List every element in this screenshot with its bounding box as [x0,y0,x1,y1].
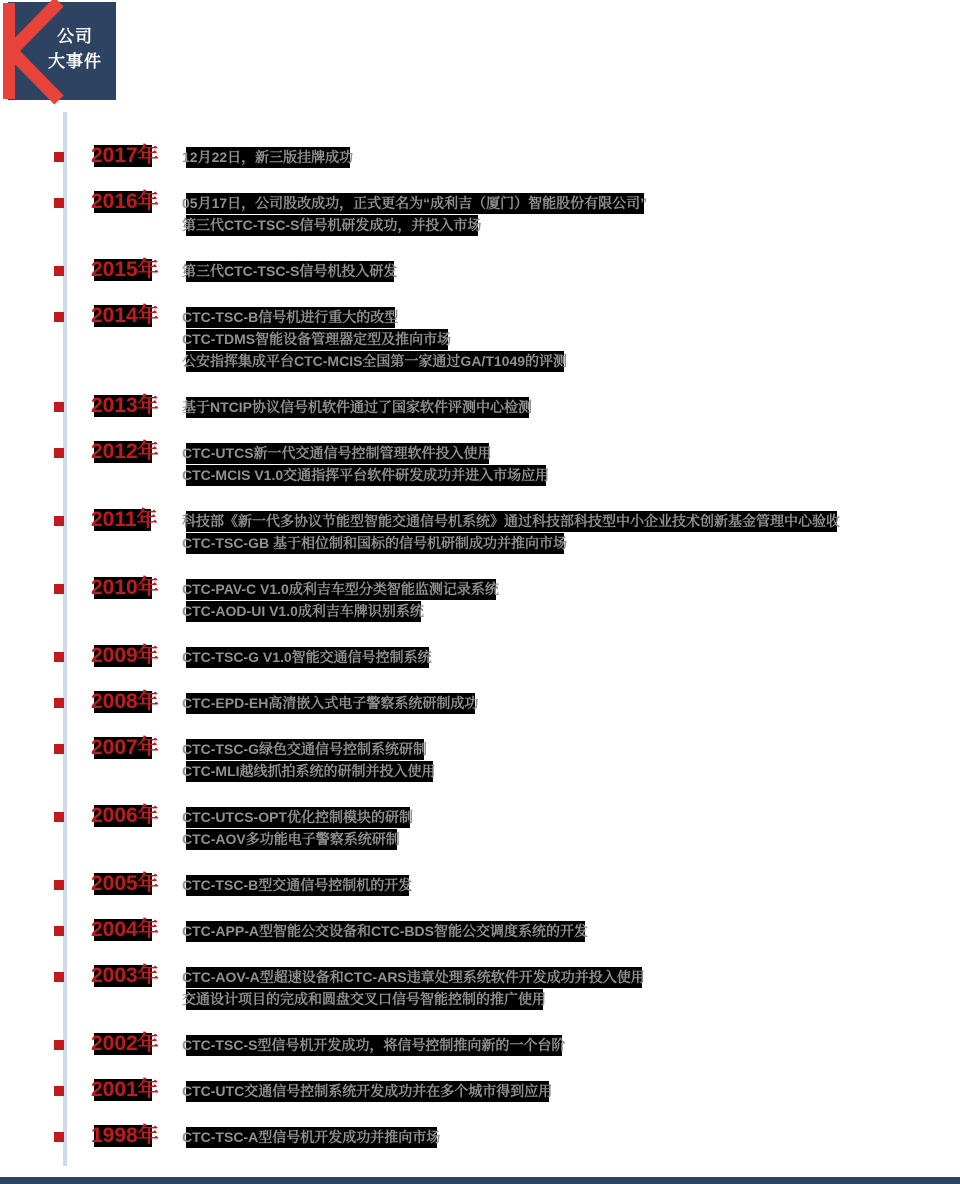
bottom-bar [0,1177,960,1184]
event-year: 2010年 [85,576,165,600]
event-description-text: CTC-TSC-GB 基于相位制和国标的信号机研制成功并推向市场 [178,533,571,554]
event-description-line [178,693,940,715]
event-description-line [178,579,940,601]
event-description-line [178,1035,940,1057]
event-descriptions [178,693,960,715]
timeline-marker-icon [54,698,64,708]
event-description-line [178,261,940,283]
logo-title [38,24,112,74]
event-description-line [178,875,940,897]
event-description-line [178,511,940,533]
event-description-text: CTC-TSC-A型信号机开发成功并推向市场 [178,1127,444,1148]
event-year: 2003年 [85,964,165,988]
timeline-marker-icon [54,1132,64,1142]
event-description-text: CTC-UTCS新一代交通信号控制管理软件投入使用 [178,443,496,464]
event-descriptions [178,397,960,419]
timeline-event [0,394,960,419]
event-description-text: CTC-TSC-G V1.0智能交通信号控制系统 [178,647,436,668]
timeline [0,112,960,1173]
event-description-line [178,329,940,351]
event-description-line [178,193,940,215]
event-description-text: CTC-TSC-G绿色交通信号控制系统研制 [178,739,431,760]
event-descriptions [178,875,960,897]
event-description-text: CTC-PAV-C V1.0成利吉车型分类智能监测记录系统 [178,579,503,600]
event-year: 2015年 [85,258,165,282]
event-descriptions [178,921,960,943]
timeline-marker-icon [54,926,64,936]
event-year: 2002年 [85,1032,165,1056]
event-description-line [178,1081,940,1103]
timeline-event [0,190,960,237]
event-descriptions [178,739,960,783]
event-descriptions [178,193,960,237]
event-description-text: CTC-TSC-B型交通信号控制机的开发 [178,875,416,896]
event-descriptions [178,1127,960,1149]
event-descriptions [178,579,960,623]
event-description-line [178,829,940,851]
event-description-text: CTC-AOD-UI V1.0成利吉车牌识别系统 [178,601,428,622]
event-description-line [178,533,940,555]
event-description-line [178,739,940,761]
event-description-text: 第三代CTC-TSC-S信号机投入研发 [178,261,401,282]
timeline-event [0,440,960,487]
event-description-text: CTC-EPD-EH高清嵌入式电子警察系统研制成功 [178,693,482,714]
event-year: 2005年 [85,872,165,896]
event-description-text: 基于NTCIP协议信号机软件通过了国家软件评测中心检测 [178,397,536,418]
event-description-line [178,443,940,465]
event-description-text: CTC-TSC-S型信号机开发成功，将信号控制推向新的一个台阶 [178,1035,569,1056]
timeline-event [0,1078,960,1103]
event-description-line [178,647,940,669]
event-descriptions [178,511,960,555]
event-year: 2011年 [85,508,164,532]
event-year: 2008年 [85,690,165,714]
timeline-event [0,1032,960,1057]
timeline-marker-icon [54,1040,64,1050]
timeline-marker-icon [54,312,64,322]
event-year: 1998年 [85,1124,165,1148]
event-description-line [178,921,940,943]
timeline-marker-icon [54,812,64,822]
event-descriptions [178,307,960,373]
timeline-marker-icon [54,516,64,526]
event-descriptions [178,967,960,1011]
timeline-event [0,690,960,715]
event-year: 2013年 [85,394,165,418]
event-year: 2016年 [85,190,165,214]
event-description-line [178,351,940,373]
timeline-marker-icon [54,448,64,458]
event-description-line [178,215,940,237]
event-descriptions [178,1035,960,1057]
timeline-marker-icon [54,266,64,276]
event-description-text: 12月22日，新三版挂牌成功 [178,147,357,168]
event-year: 2009年 [85,644,165,668]
event-description-text: 交通设计项目的完成和圆盘交叉口信号智能控制的推广使用 [178,989,550,1010]
event-description-line [178,601,940,623]
timeline-marker-icon [54,152,64,162]
event-year: 2001年 [85,1078,165,1102]
event-description-line [178,967,940,989]
event-description-text: 05月17日，公司股改成功，正式更名为“成利吉（厦门）智能股份有限公司” [178,193,651,214]
event-description-line [178,761,940,783]
event-description-line [178,989,940,1011]
event-description-line [178,147,940,169]
timeline-event [0,872,960,897]
event-descriptions [178,261,960,283]
company-logo [8,2,116,100]
event-description-text: CTC-APP-A型智能公交设备和CTC-BDS智能公交调度系统的开发 [178,921,592,942]
event-description-text: CTC-TDMS智能设备管理器定型及推向市场 [178,329,455,350]
event-description-line [178,1127,940,1149]
event-description-text: CTC-MCIS V1.0交通指挥平台软件研发成功并进入市场应用 [178,465,553,486]
event-year: 2004年 [85,918,165,942]
timeline-marker-icon [54,972,64,982]
timeline-events [0,112,960,1149]
logo-title-line1: 公司 [57,27,93,46]
event-year: 2017年 [85,144,165,168]
timeline-marker-icon [54,198,64,208]
timeline-marker-icon [54,584,64,594]
timeline-event [0,918,960,943]
event-description-text: CTC-TSC-B信号机进行重大的改型 [178,307,402,328]
event-descriptions [178,807,960,851]
event-description-text: 第三代CTC-TSC-S信号机研发成功，并投入市场 [178,215,485,236]
logo-title-line2: 大事件 [48,52,102,71]
event-year: 2014年 [85,304,165,328]
timeline-event [0,508,960,555]
event-description-line [178,397,940,419]
event-descriptions [178,443,960,487]
timeline-event [0,964,960,1011]
event-descriptions [178,147,960,169]
event-description-text: CTC-AOV-A型超速设备和CTC-ARS违章处理系统软件开发成功并投入使用 [178,967,649,988]
event-description-line [178,807,940,829]
event-descriptions [178,647,960,669]
timeline-event [0,258,960,283]
timeline-event [0,576,960,623]
event-year: 2007年 [85,736,165,760]
event-description-text: CTC-AOV多功能电子警察系统研制 [178,829,404,850]
event-description-text: CTC-UTCS-OPT优化控制模块的研制 [178,807,417,828]
event-description-line [178,465,940,487]
timeline-marker-icon [54,744,64,754]
timeline-marker-icon [54,1086,64,1096]
timeline-event [0,804,960,851]
timeline-event [0,144,960,169]
timeline-event [0,644,960,669]
event-descriptions [178,1081,960,1103]
event-year: 2006年 [85,804,165,828]
timeline-marker-icon [54,402,64,412]
timeline-marker-icon [54,880,64,890]
event-description-line [178,307,940,329]
timeline-event [0,736,960,783]
event-description-text: 科技部《新一代多协议节能型智能交通信号机系统》通过科技部科技型中小企业技术创新基金管理中心验收 [178,511,844,532]
timeline-event [0,304,960,373]
timeline-event [0,1124,960,1149]
event-description-text: 公安指挥集成平台CTC-MCIS全国第一家通过GA/T1049的评测 [178,351,571,372]
timeline-marker-icon [54,652,64,662]
event-description-text: CTC-MLI越线抓拍系统的研制并投入使用 [178,761,440,782]
event-description-text: CTC-UTC交通信号控制系统开发成功并在多个城市得到应用 [178,1081,556,1102]
event-year: 2012年 [85,440,165,464]
